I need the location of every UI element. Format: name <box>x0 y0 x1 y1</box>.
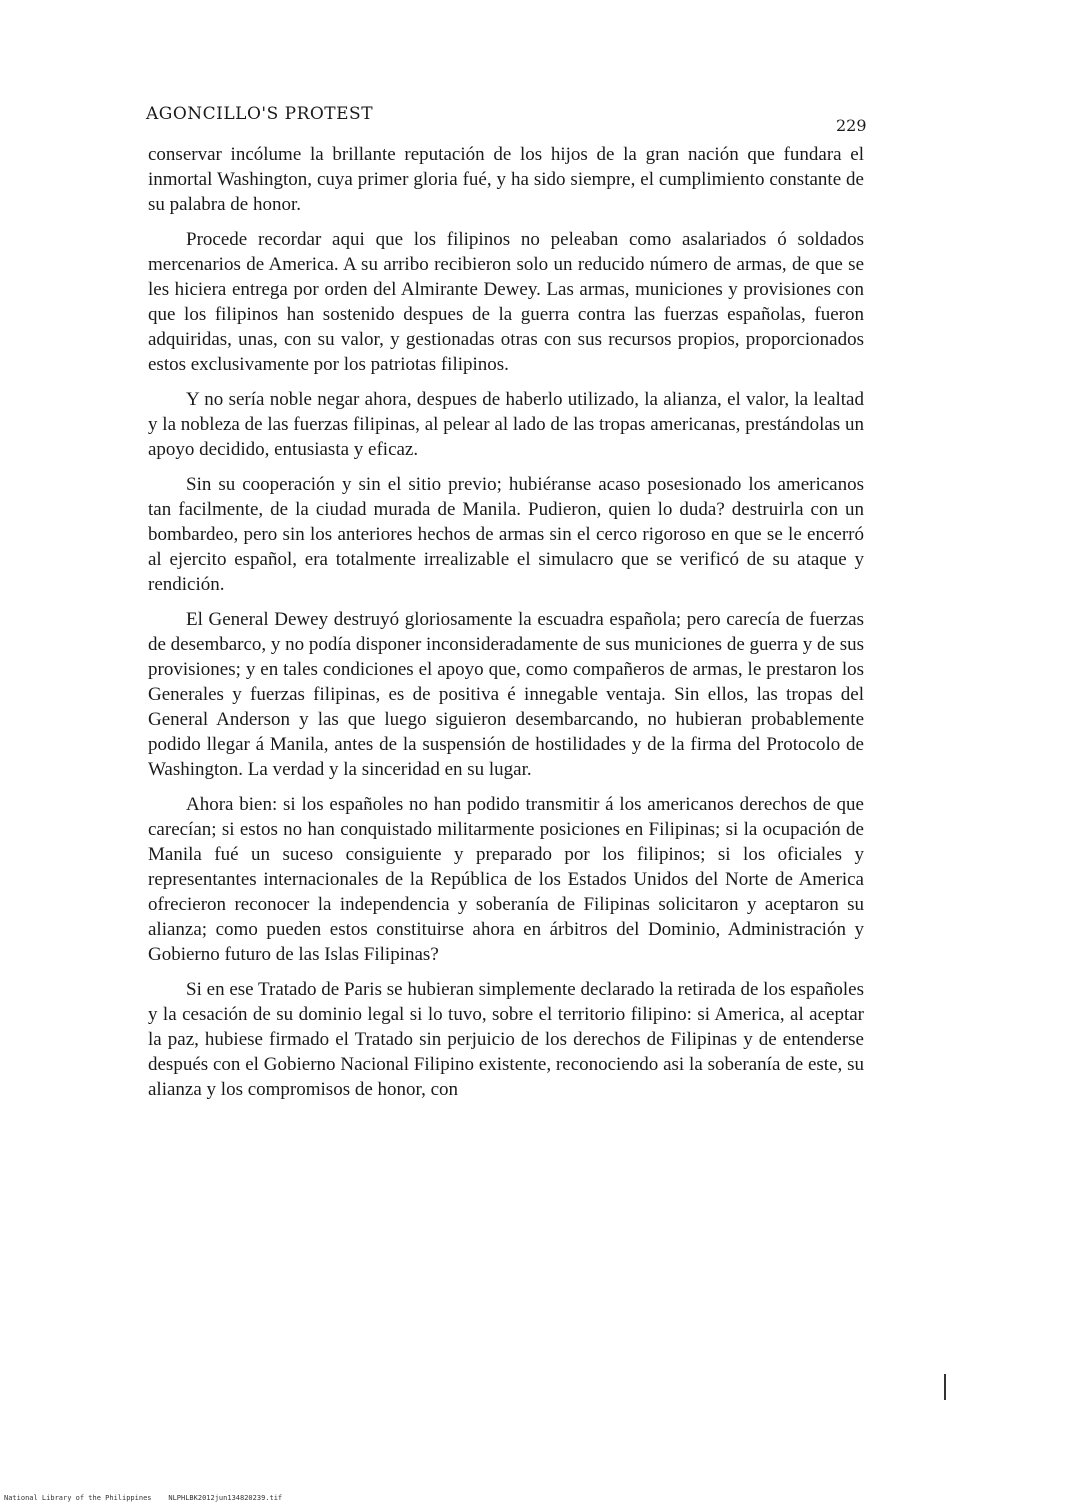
scan-footer: National Library of the Philippines NLPHLBK2012jun134820239.tif <box>4 1494 283 1502</box>
page-number: 229 <box>836 116 867 135</box>
body-text <box>148 142 864 1112</box>
paragraph: Si en ese Tratado de Paris se hubieran simplemente declarado la retirada de los españoles y la cesación de su dominio legal si lo tuvo, sobre el territorio filipino: si America, al aceptar la paz, hubiese firmado el Tratado sin perjuicio de los derechos de Filipinas y de entenderse después con el Gobierno Nacional Filipino existente, reconociendo asi la soberanía de este, su alianza y los compromisos de honor, con <box>148 979 864 1100</box>
paragraph: conservar incólume la brillante reputación de los hijos de la gran nación que fundara el inmortal Washington, cuya primer gloria fué, y ha sido siempre, el cumplimiento constante de su palabra de honor. <box>148 144 864 215</box>
paragraph: Procede recordar aqui que los filipinos no peleaban como asalariados ó soldados mercenarios de America. A su arribo recibieron solo un reducido número de armas, de que se les hiciera entrega por orden del Almirante Dewey. Las armas, municiones y provisiones con que los filipinos han sostenido despues de la guerra contra las fuerzas españolas, fueron adquiridas, unas, con su valor, y gestionadas otras con sus recursos propios, proporcionados estos exclusivamente por los patriotas filipinos. <box>148 229 864 375</box>
margin-mark <box>944 1374 946 1400</box>
paragraph: Y no sería noble negar ahora, despues de haberlo utilizado, la alianza, el valor, la lealtad y la nobleza de las fuerzas filipinas, al pelear al lado de las tropas americanas, prestándolas un apoyo decidido, entusiasta y eficaz. <box>148 389 864 460</box>
paragraph: Ahora bien: si los españoles no han podido transmitir á los americanos derechos de que carecían; si estos no han conquistado militarmente posiciones en Filipinas; si la ocupación de Manila fué un suceso consiguiente y preparado por los filipinos; si los oficiales y representantes internacionales de la República de los Estados Unidos del Norte de America ofrecieron reconocer la independencia y soberanía de Filipinas solicitaron y aceptaron su alianza; como pueden estos constituirse ahora en árbitros del Dominio, Administración y Gobierno futuro de las Islas Filipinas? <box>148 794 864 965</box>
paragraph: Sin su cooperación y sin el sitio previo; hubiéranse acaso posesionado los americanos tan facilmente, de la ciudad murada de Manila. Pudieron, quien lo duda? destruirla con un bombardeo, pero sin los anteriores hechos de armas sin el cerco rigoroso en que se le encerró al ejercito español, era totalmente irrealizable el simulacro que se verificó de su ataque y rendición. <box>148 474 864 595</box>
running-title: AGONCILLO'S PROTEST <box>146 104 374 124</box>
paragraph: El General Dewey destruyó gloriosamente la escuadra española; pero carecía de fuerzas de desembarco, y no podía disponer inconsideradamente de sus municiones de guerra y de sus provisiones; y en tales condiciones el apoyo que, como compañeros de armas, le prestaron los Generales y fuerzas filipinas, es de positiva é innegable ventaja. Sin ellos, las tropas del General Anderson y las que luego siguieron desembarcando, no hubieran probablemente podido llegar á Manila, antes de la suspensión de hostilidades y de la firma del Protocolo de Washington. La verdad y la sinceridad en su lugar. <box>148 609 864 780</box>
